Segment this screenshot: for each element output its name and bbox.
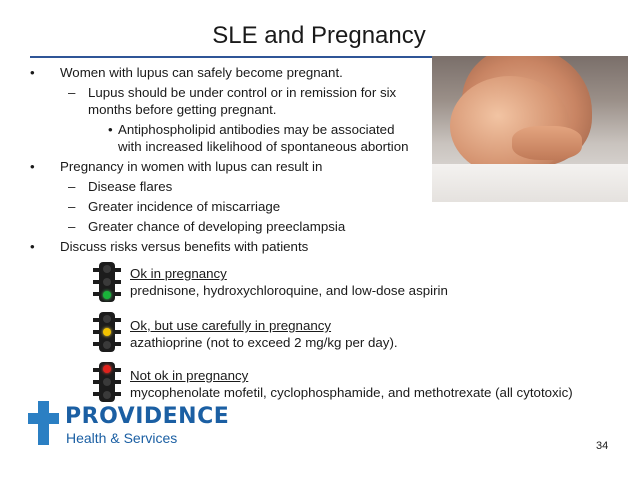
bullet-text: Antiphospholipid antibodies may be associated xyxy=(118,122,395,137)
pregnant-belly-photo xyxy=(432,56,628,202)
bullet-text: Greater incidence of miscarriage xyxy=(88,199,281,214)
legend-red xyxy=(130,367,573,401)
legend-detail: mycophenolate mofetil, cyclophosphamide, and methotrexate (all cytotoxic) xyxy=(130,385,573,400)
bullet-marker: – xyxy=(68,85,76,100)
photo-hand xyxy=(512,126,582,160)
legend-yellow xyxy=(130,317,398,351)
bullet-text: Discuss risks versus benefits with patients xyxy=(60,239,309,254)
bullet-text: months before getting pregnant. xyxy=(88,102,277,117)
bullet-text: Pregnancy in women with lupus can result in xyxy=(60,159,323,174)
bullet-marker: • xyxy=(30,159,35,174)
bullet-text: Disease flares xyxy=(88,179,173,194)
logo-name: PROVIDENCE xyxy=(65,404,230,429)
bullet-marker: – xyxy=(68,179,76,194)
bullet-text: with increased likelihood of spontaneous abortion xyxy=(118,139,409,154)
cross-icon-bar xyxy=(28,413,59,424)
legend-green xyxy=(130,265,448,299)
logo-subtitle: Health & Services xyxy=(66,430,178,446)
legend-heading: Not ok in pregnancy xyxy=(130,368,249,383)
legend-heading: Ok in pregnancy xyxy=(130,266,227,281)
bullet-marker: – xyxy=(68,219,76,234)
slide-title: SLE and Pregnancy xyxy=(212,22,426,49)
traffic-light-yellow-icon xyxy=(92,312,122,352)
bullet-text: Greater chance of developing preeclampsia xyxy=(88,219,346,234)
bullet-text: Lupus should be under control or in remission for six xyxy=(88,85,397,100)
legend-heading: Ok, but use carefully in pregnancy xyxy=(130,318,332,333)
traffic-light-red-icon xyxy=(92,362,122,402)
legend-detail: azathioprine (not to exceed 2 mg/kg per day). xyxy=(130,335,398,350)
bullet-text: Women with lupus can safely become pregnant. xyxy=(60,65,343,80)
providence-logo xyxy=(28,401,258,451)
traffic-light-green-icon xyxy=(92,262,122,302)
page-number: 34 xyxy=(596,440,609,452)
photo-skirt xyxy=(432,164,628,202)
legend-detail: prednisone, hydroxychloroquine, and low-dose aspirin xyxy=(130,283,448,298)
bullet-marker: – xyxy=(68,199,76,214)
bullet-marker: • xyxy=(30,239,35,254)
bullet-marker: • xyxy=(30,65,35,80)
bullet-marker: • xyxy=(108,122,113,137)
